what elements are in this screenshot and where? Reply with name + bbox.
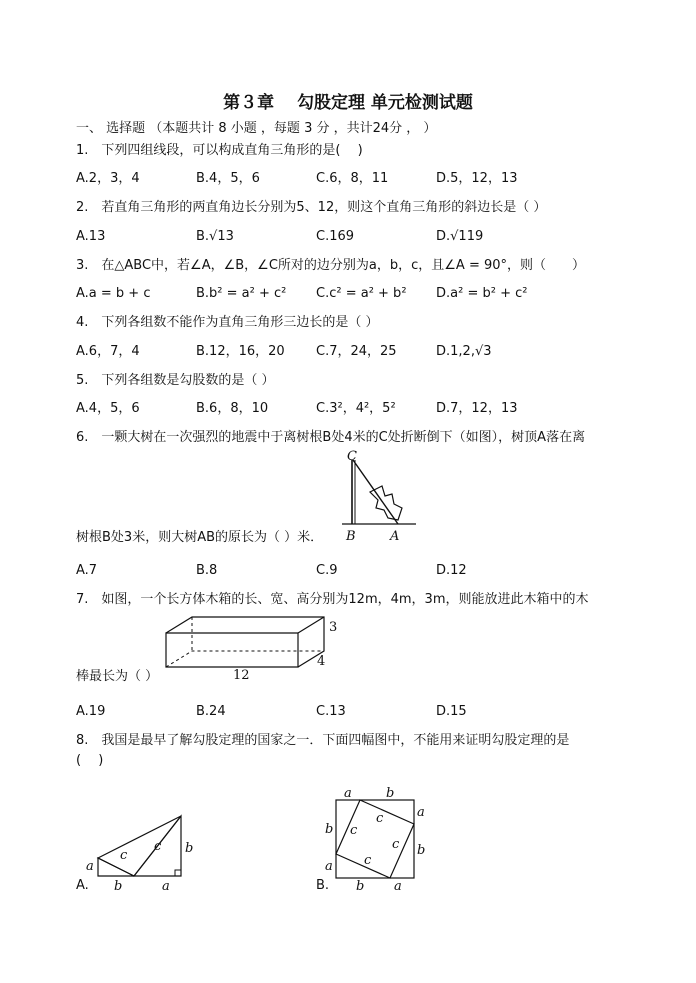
fig-b-label-c2: c xyxy=(392,837,400,852)
q1-option-a: A.2，3，4 xyxy=(76,171,140,186)
label-height: 3 xyxy=(329,620,338,635)
q6-option-c: C.9 xyxy=(316,563,338,578)
label-c: C xyxy=(347,449,357,464)
box-figure xyxy=(164,613,344,685)
q6-option-b: B.8 xyxy=(196,563,218,578)
fig-b-label-c4: c xyxy=(364,853,372,868)
question-5-stem: 5. 下列各组数是勾股数的是（ ） xyxy=(76,373,275,388)
q3-option-b: B.b² = a² + c² xyxy=(196,286,287,301)
fig-a-label-a1: a xyxy=(86,859,94,874)
fig-b-label-7: b xyxy=(356,879,365,894)
fig-b-label-1: a xyxy=(344,786,352,801)
question-1-stem: 1. 下列四组线段，可以构成直角三角形的是( ) xyxy=(76,143,363,158)
label-a: A xyxy=(390,529,400,544)
label-width: 4 xyxy=(317,654,326,669)
q1-option-b: B.4，5，6 xyxy=(196,171,260,186)
q4-option-c: C.7，24，25 xyxy=(316,344,397,359)
fig-b-label-4: b xyxy=(417,843,426,858)
q4-option-b: B.12，16，20 xyxy=(196,344,285,359)
q5-option-d: D.7，12，13 xyxy=(436,401,518,416)
tree-figure xyxy=(338,450,418,542)
fig-b-label-6: a xyxy=(325,859,333,874)
q5-option-c: C.3²，4²，5² xyxy=(316,401,396,416)
label-length: 12 xyxy=(233,668,250,683)
proof-figure-b xyxy=(320,784,430,894)
proof-figure-a xyxy=(84,812,199,892)
question-2-stem: 2. 若直角三角形的两直角边长分别为5、12，则这个直角三角形的斜边长是（ ） xyxy=(76,200,547,215)
q2-option-a: A.13 xyxy=(76,229,106,244)
q1-option-c: C.6，8，11 xyxy=(316,171,389,186)
q2-option-b: B.√13 xyxy=(196,229,234,244)
q6-option-a: A.7 xyxy=(76,563,98,578)
q7-option-a: A.19 xyxy=(76,704,106,719)
fig-a-label-c2: c xyxy=(154,839,162,854)
q3-option-c: C.c² = a² + b² xyxy=(316,286,407,301)
fig-a-label-b1: b xyxy=(114,879,123,894)
fig-b-label-2: b xyxy=(386,786,395,801)
question-3-stem: 3. 在△ABC中，若∠A，∠B，∠C所对的边分别为a，b，c，且∠A = 90°，则（ ） xyxy=(76,258,586,273)
fig-b-label-5: b xyxy=(325,822,334,837)
fig-a-label-c1: c xyxy=(120,848,128,863)
question-7-stem-cont: 棒最长为（ ） xyxy=(76,669,159,684)
q4-option-a: A.6，7，4 xyxy=(76,344,140,359)
question-8-stem-cont: ( ) xyxy=(76,753,104,768)
q7-option-b: B.24 xyxy=(196,704,226,719)
q4-option-d: D.1,2,√3 xyxy=(436,344,492,359)
q7-option-c: C.13 xyxy=(316,704,346,719)
label-b: B xyxy=(346,529,356,544)
fig-a-label-a2: a xyxy=(162,879,170,894)
q2-option-c: C.169 xyxy=(316,229,355,244)
question-4-stem: 4. 下列各组数不能作为直角三角形三边长的是（ ） xyxy=(76,315,379,330)
question-6-stem: 6. 一颗大树在一次强烈的地震中于离树根B处4米的C处折断倒下（如图），树顶A落在离 xyxy=(76,430,586,445)
question-8-stem: 8. 我国是最早了解勾股定理的国家之一．下面四幅图中，不能用来证明勾股定理的是 xyxy=(76,733,570,748)
fig-b-label-3: a xyxy=(417,805,425,820)
fig-b-label-c1: c xyxy=(376,811,384,826)
q8-option-b: B. xyxy=(316,878,330,893)
q3-option-d: D.a² = b² + c² xyxy=(436,286,528,301)
q1-option-d: D.5，12，13 xyxy=(436,171,518,186)
q2-option-d: D.√119 xyxy=(436,229,484,244)
section-heading: 一、 选择题 （本题共计 8 小题 ，每题 3 分 ，共计24分 ， ） xyxy=(76,121,437,136)
fig-b-label-8: a xyxy=(394,879,402,894)
q5-option-a: A.4，5，6 xyxy=(76,401,140,416)
q5-option-b: B.6，8，10 xyxy=(196,401,269,416)
q6-option-d: D.12 xyxy=(436,563,467,578)
fig-b-label-c3: c xyxy=(350,823,358,838)
q8-option-a: A. xyxy=(76,878,89,893)
q7-option-d: D.15 xyxy=(436,704,467,719)
question-7-stem: 7. 如图，一个长方体木箱的长、宽、高分别为12m，4m，3m，则能放进此木箱中的木 xyxy=(76,592,589,607)
q3-option-a: A.a = b + c xyxy=(76,286,151,301)
question-6-stem-cont: 树根B处3米，则大树AB的原长为（ ）米． xyxy=(76,530,324,545)
page-title: 第３章 勾股定理 单元检测试题 xyxy=(223,93,473,113)
fig-a-label-b2: b xyxy=(185,841,194,856)
